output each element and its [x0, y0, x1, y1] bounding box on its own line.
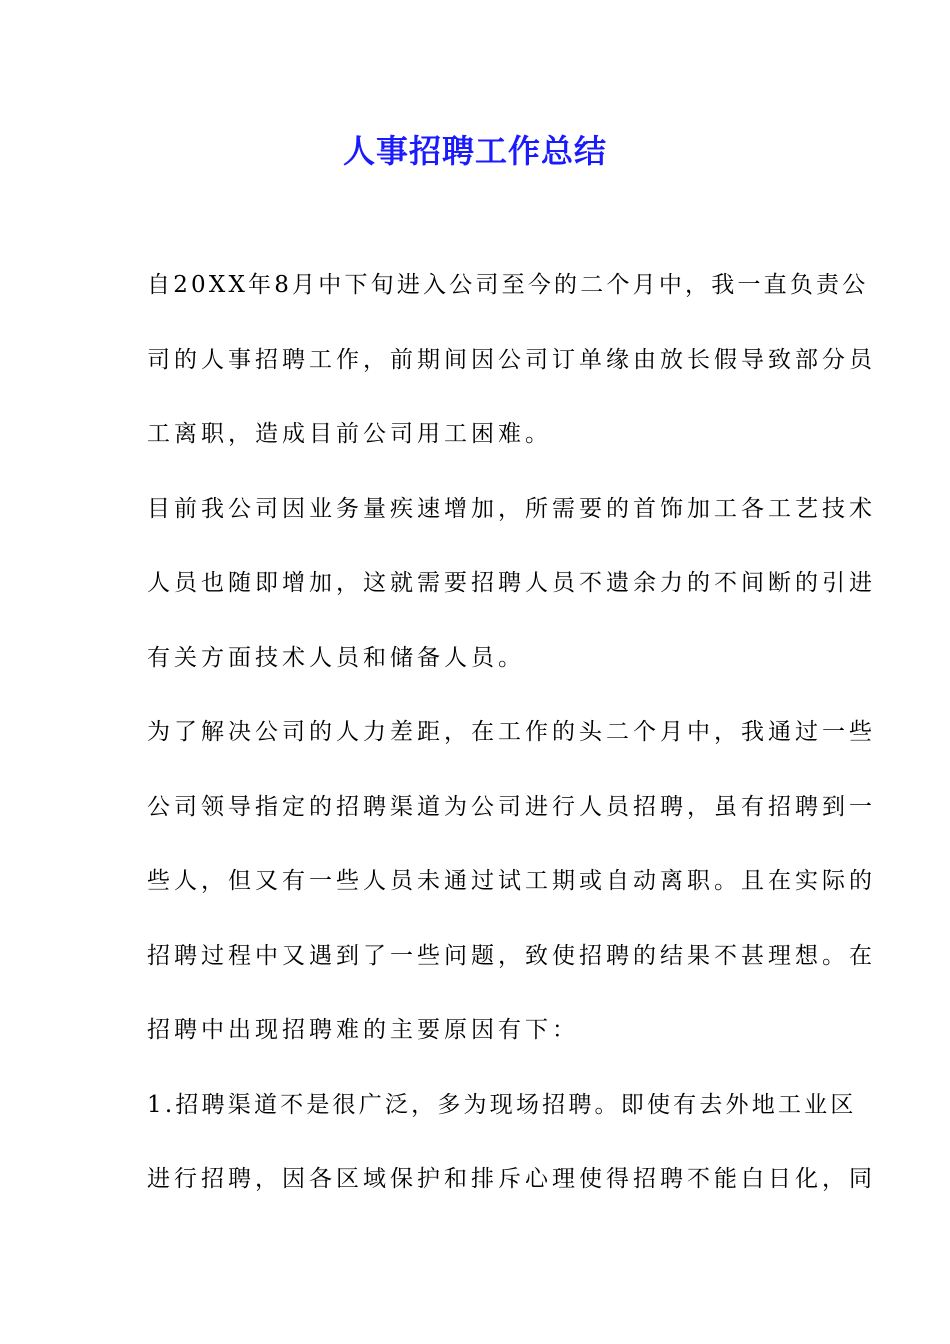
- body-line: 有关方面技术人员和储备人员。: [147, 644, 525, 671]
- document-body: [147, 258, 876, 1227]
- body-line: 自20XX年8月中下旬进入公司至今的二个月中，我一直负责公: [147, 272, 869, 298]
- body-line: 司的人事招聘工作，前期间因公司订单缘由放长假导致部分员: [147, 346, 876, 373]
- body-line: 为了解决公司的人力差距，在工作的头二个月中，我通过一些: [147, 719, 876, 745]
- body-line: 公司领导指定的招聘渠道为公司进行人员招聘，虽有招聘到一: [147, 793, 876, 820]
- body-line: 1.招聘渠道不是很广泛，多为现场招聘。即使有去外地工业区: [147, 1091, 857, 1118]
- body-line: 工离职，造成目前公司用工困难。: [147, 421, 552, 447]
- body-line: 招聘过程中又遇到了一些问题，致使招聘的结果不甚理想。在: [147, 942, 876, 969]
- document-title: 人事招聘工作总结: [342, 132, 607, 170]
- body-line: 人员也随即增加，这就需要招聘人员不遗余力的不间断的引进: [147, 570, 876, 596]
- body-line: 招聘中出现招聘难的主要原因有下：: [147, 1017, 579, 1043]
- body-line: 目前我公司因业务量疾速增加，所需要的首饰加工各工艺技术: [147, 495, 876, 522]
- body-line: 进行招聘，因各区域保护和排斥心理使得招聘不能白日化，同: [147, 1166, 876, 1192]
- body-line: 些人，但又有一些人员未通过试工期或自动离职。且在实际的: [147, 868, 876, 894]
